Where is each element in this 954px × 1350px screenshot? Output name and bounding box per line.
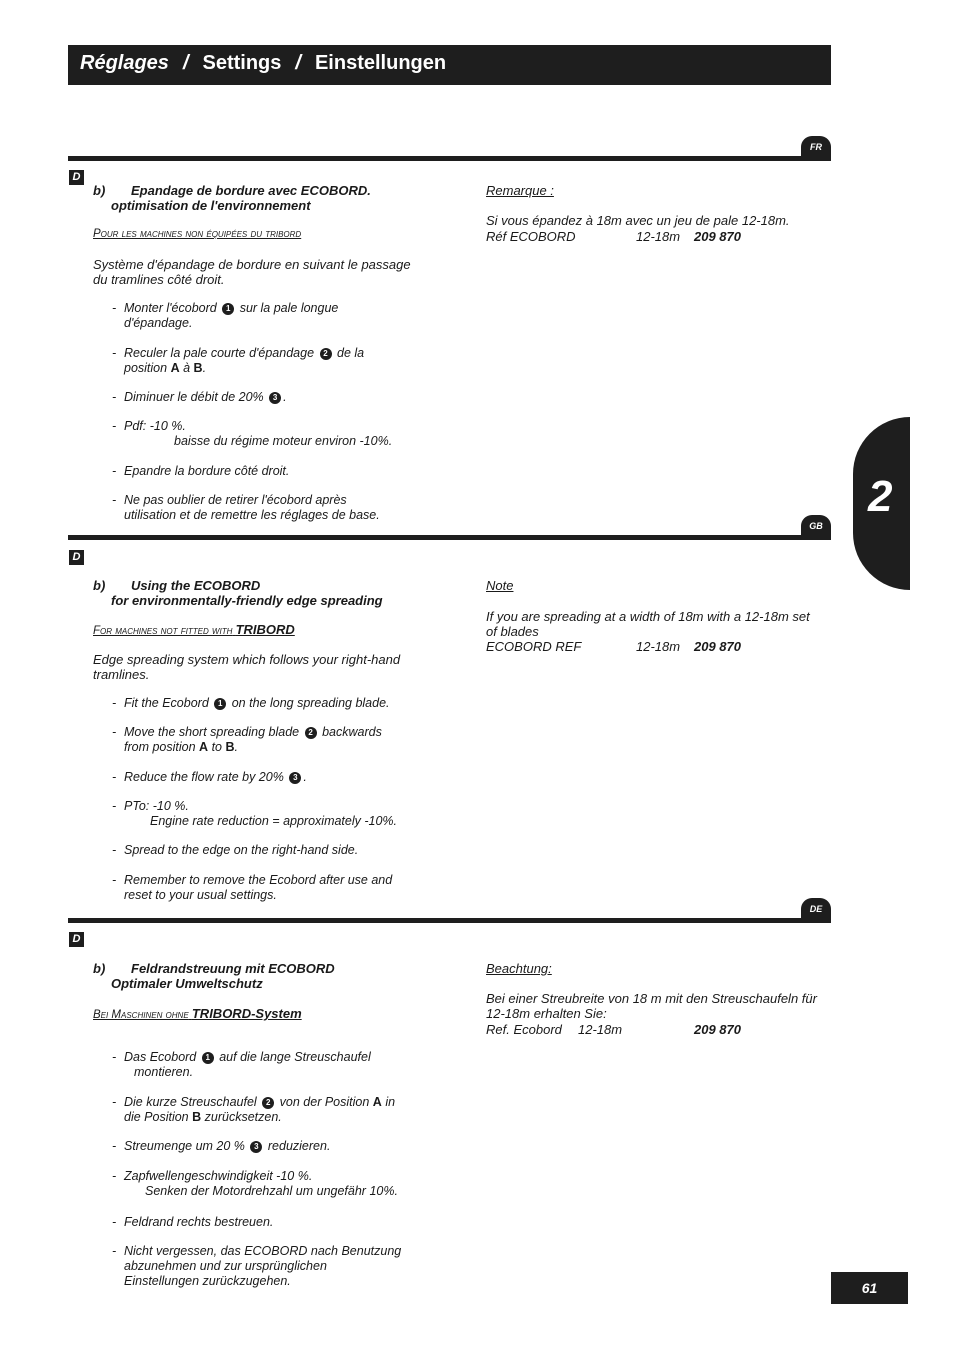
list-item: - Feldrand rechts bestreuen. xyxy=(112,1215,274,1229)
note-label-de: Beachtung: xyxy=(486,961,552,976)
list-item: - Diminuer le débit de 20% 3 . xyxy=(112,390,287,404)
reference-de: Ref. Ecobord 12-18m 209 870 xyxy=(486,1022,741,1037)
title-separator: / xyxy=(295,52,301,74)
list-item: - Nicht vergessen, das ECOBORD nach Benutzung abzunehmen und zur ursprünglichen Einstellungen zurückzugehen. xyxy=(112,1244,402,1288)
list-item: - Das Ecobord 1 auf die lange Streuschaufel montieren. xyxy=(112,1050,371,1079)
intro-fr: Système d'épandage de bordure en suivant le passage du tramlines côté droit. xyxy=(93,257,411,287)
list-item: - Streumenge um 20 % 3 reduzieren. xyxy=(112,1139,331,1153)
list-item: - Monter l'écobord 1 sur la pale longue d'épandage. xyxy=(112,301,339,330)
list-item: - Ne pas oublier de retirer l'écobord après utilisation et de remettre les réglages de base. xyxy=(112,493,380,522)
section-rule-fr xyxy=(68,156,831,161)
list-item: - Reculer la pale courte d'épandage 2 de la position A à B. xyxy=(112,346,365,375)
subheading-gb: For machines not fitted with TRIBORD xyxy=(93,622,295,637)
marker-1-icon: 1 xyxy=(222,303,234,315)
page-title xyxy=(80,52,446,75)
note-label-fr: Remarque : xyxy=(486,183,554,198)
marker-3-icon: 3 xyxy=(250,1141,262,1153)
marker-1-icon: 1 xyxy=(202,1052,214,1064)
reference-fr: Réf ECOBORD 12-18m 209 870 xyxy=(486,229,741,244)
list-item: - Zapfwellengeschwindigkeit -10 %. Senken der Motordrehzahl um ungefähr 10%. xyxy=(112,1169,398,1198)
lang-tab-de: DE xyxy=(801,898,831,920)
intro-gb: Edge spreading system which follows your right-hand tramlines. xyxy=(93,652,401,682)
list-item: - Fit the Ecobord 1 on the long spreading blade. xyxy=(112,696,390,710)
reference-gb: ECOBORD REF 12-18m 209 870 xyxy=(486,639,741,654)
list-item: - Spread to the edge on the right-hand side. xyxy=(112,843,359,857)
title-fr: Réglages xyxy=(80,52,169,74)
section-rule-gb xyxy=(68,535,831,540)
marker-3-icon: 3 xyxy=(289,772,301,784)
section-rule-de xyxy=(68,918,831,923)
list-item: - Pdf: -10 %. baisse du régime moteur environ -10%. xyxy=(112,419,393,448)
note-text-gb: If you are spreading at a width of 18m with a 12-18m set of blades xyxy=(486,609,810,639)
lang-tab-fr: FR xyxy=(801,136,831,158)
list-item: - Reduce the flow rate by 20% 3 . xyxy=(112,770,307,784)
list-item: - Remember to remove the Ecobord after use and reset to your usual settings. xyxy=(112,873,393,902)
subheading-fr: Pour les machines non équipées du tribord xyxy=(93,228,302,240)
lang-tab-gb: GB xyxy=(801,515,831,537)
title-separator: / xyxy=(182,52,189,74)
marker-2-icon: 2 xyxy=(320,348,332,360)
chapter-number: 2 xyxy=(868,472,893,521)
marker-2-icon: 2 xyxy=(305,727,317,739)
d-marker: D xyxy=(69,550,84,565)
title-en: Settings xyxy=(202,52,282,74)
section-title-de: b) Feldrandstreuung mit ECOBORD Optimaler Umweltschutz xyxy=(93,961,335,991)
page-number: 61 xyxy=(831,1272,908,1304)
marker-3-icon: 3 xyxy=(269,392,281,404)
d-marker: D xyxy=(69,932,84,947)
note-text-de: Bei einer Streubreite von 18 m mit den Streuschaufeln für 12-18m erhalten Sie: xyxy=(486,991,817,1021)
section-title-fr: b) Epandage de bordure avec ECOBORD. optimisation de l'environnement xyxy=(93,183,371,213)
marker-2-icon: 2 xyxy=(262,1097,274,1109)
list-item: - PTo: -10 %. Engine rate reduction = approximately -10%. xyxy=(112,799,398,828)
subheading-de: Bei Maschinen ohne TRIBORD-System xyxy=(93,1006,302,1021)
list-item: - Move the short spreading blade 2 backwards from position A to B. xyxy=(112,725,382,754)
list-item: - Die kurze Streuschaufel 2 von der Position A in die Position B zurücksetzen. xyxy=(112,1095,396,1124)
note-label-gb: Note xyxy=(486,578,514,593)
note-text-fr: Si vous épandez à 18m avec un jeu de pale 12-18m. xyxy=(486,213,790,228)
title-de: Einstellungen xyxy=(314,52,447,74)
marker-1-icon: 1 xyxy=(214,698,226,710)
list-item: - Epandre la bordure côté droit. xyxy=(112,464,290,478)
section-title-gb: b) Using the ECOBORD for environmentally-friendly edge spreading xyxy=(93,578,383,608)
d-marker: D xyxy=(69,170,84,185)
